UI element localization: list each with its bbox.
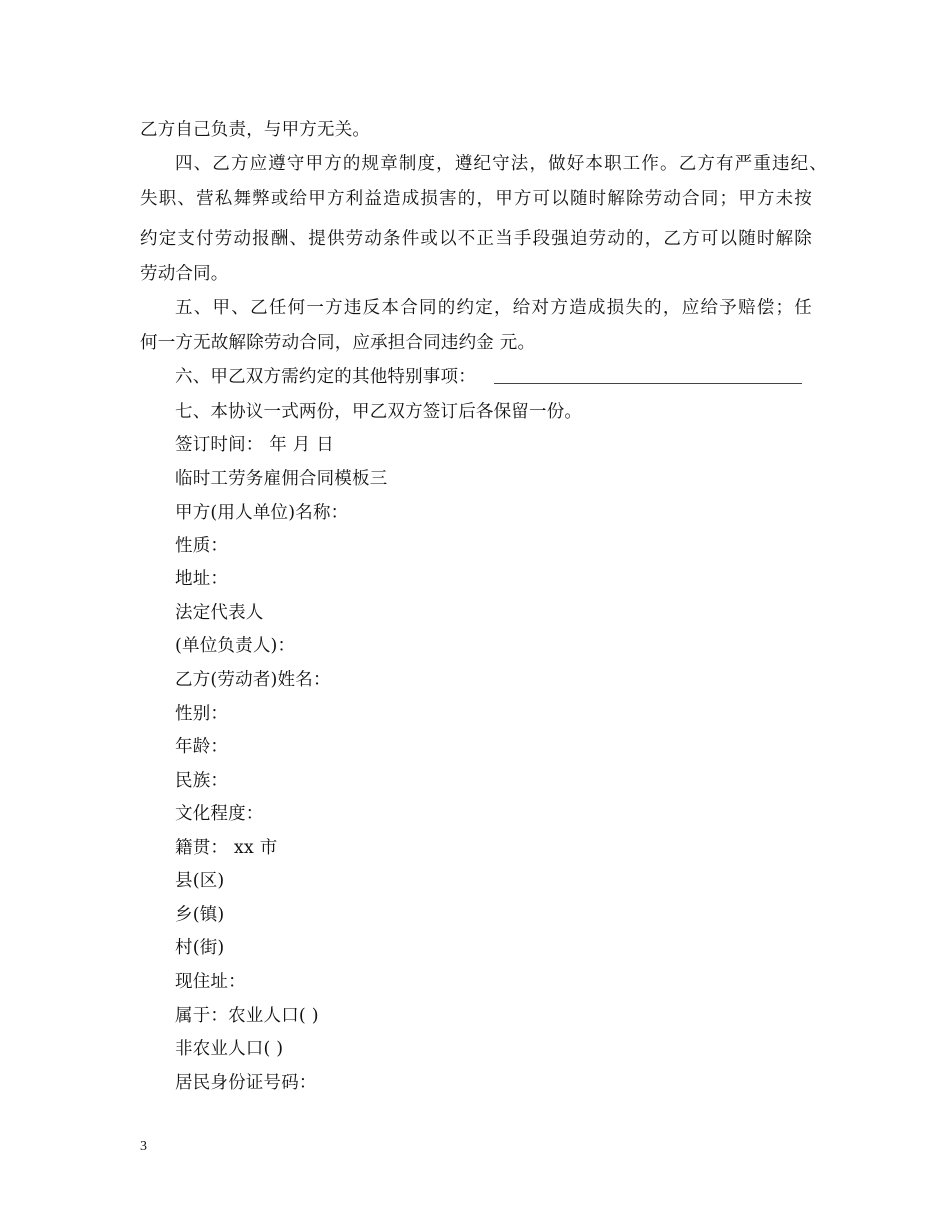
- paragraph-line: 乙方自己负责，与甲方无关。: [140, 120, 371, 140]
- form-field-line: 乡(镇): [175, 905, 225, 925]
- paragraph-line: 五、甲、乙任何一方违反本合同的约定，给对方造成损失的，应给予赔偿；任: [175, 298, 812, 318]
- form-field-line: 甲方(用人单位)名称：: [175, 503, 349, 523]
- form-field-line: 现住址：: [175, 972, 246, 992]
- form-field-line: 籍贯： xx 市: [175, 838, 278, 858]
- form-field-line: 非农业人口( ): [175, 1039, 284, 1059]
- sign-date-line: 签订时间： 年 月 日: [175, 435, 334, 455]
- form-field-line: 县(区): [175, 871, 225, 891]
- page-number: 3: [140, 1139, 147, 1154]
- form-field-line: 法定代表人: [175, 603, 264, 623]
- paragraph-line: 四、乙方应遵守甲方的规章制度，遵纪守法，做好本职工作。乙方有严重违纪、: [175, 154, 827, 174]
- special-items-blank: [494, 365, 802, 384]
- paragraph-line: 劳动合同。: [140, 264, 229, 284]
- paragraph-line: 七、本协议一式两份，甲乙双方签订后各保留一份。: [175, 402, 583, 422]
- section-title: 临时工劳务雇佣合同模板三: [175, 469, 388, 489]
- form-field-line: 性质：: [175, 536, 229, 556]
- paragraph-line: 何一方无故解除劳动合同，应承担合同违约金 元。: [140, 333, 536, 353]
- form-field-line: 性别：: [175, 704, 229, 724]
- special-items-label: 六、甲乙双方需约定的其他特别事项：: [175, 367, 476, 387]
- form-field-line: 文化程度：: [175, 804, 264, 824]
- form-field-line: 居民身份证号码：: [175, 1073, 317, 1093]
- form-field-line: (单位负责人)：: [175, 636, 296, 656]
- form-field-line: 年龄：: [175, 737, 229, 757]
- form-field-line: 属于：农业人口( ): [175, 1006, 319, 1026]
- paragraph-line: 约定支付劳动报酬、提供劳动条件或以不正当手段强迫劳动的，乙方可以随时解除: [140, 229, 812, 249]
- form-field-line: 地址：: [175, 569, 229, 589]
- special-items-line: [175, 365, 802, 389]
- form-field-line: 民族：: [175, 771, 229, 791]
- paragraph-line: 失职、营私舞弊或给甲方利益造成损害的，甲方可以随时解除劳动合同；甲方未按: [140, 189, 812, 209]
- form-field-line: 村(街): [175, 938, 225, 958]
- form-field-line: 乙方(劳动者)姓名：: [175, 670, 331, 690]
